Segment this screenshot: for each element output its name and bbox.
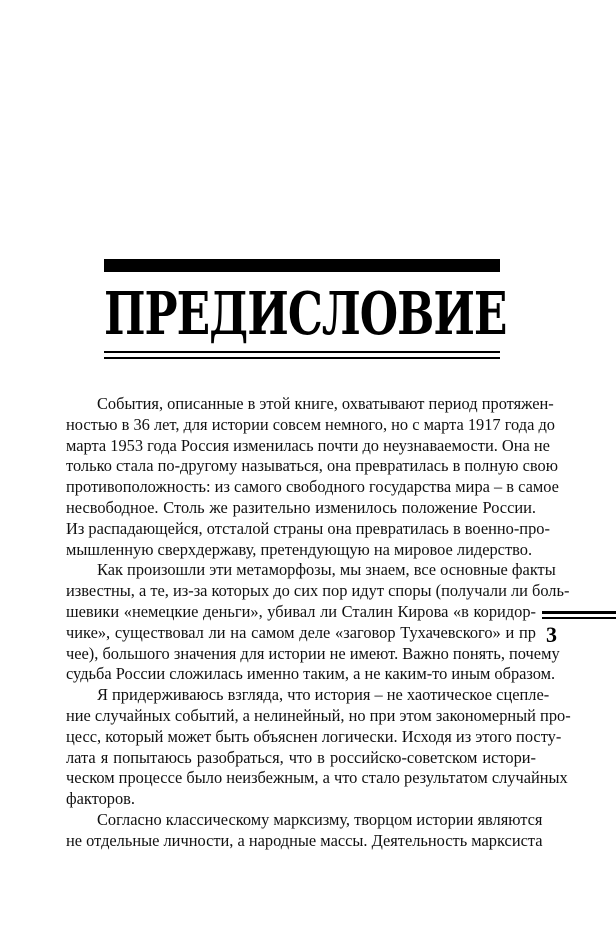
text-line: чее), большого значения для истории не имеют. Важно понять, почему <box>66 643 560 663</box>
text-line: ние случайных событий, а нелинейный, но при этом закономерный про- <box>66 705 571 725</box>
title-rule-thick <box>104 259 500 272</box>
text-line: только стала по-другому называться, она превратилась в полную свою <box>66 456 558 476</box>
text-line: чике», существовал ли на самом деле «заговор Тухачевского» и пр <box>66 622 536 642</box>
text-line: судьба России сложилась именно таким, а не каким-то иным образом. <box>66 664 556 684</box>
page-number-rule-lower <box>542 617 616 619</box>
text-line: лата я попытаюсь разобраться, что в российско-советском истори- <box>66 747 536 767</box>
paragraph <box>66 685 571 810</box>
text-line: не отдельные личности, а народные массы. Деятельность марксиста <box>66 830 543 850</box>
body-text <box>66 394 571 852</box>
text-line: мышленную сверхдержаву, претендующую на мировое лидерство. <box>66 539 533 559</box>
text-line: марта 1953 года Россия изменилась почти до неузнаваемости. Она не <box>66 435 550 455</box>
page-number-rule-upper <box>542 611 616 614</box>
text-line: известны, а те, из-за которых до сих пор идут споры (получали ли боль- <box>66 581 570 601</box>
text-line: Согласно классическому марксизму, творцом истории являются <box>97 809 543 829</box>
text-line: ческом процессе было неизбежным, а что стало результатом случайных <box>66 768 568 788</box>
text-line: Как произошли эти метаморфозы, мы знаем, все основные факты <box>97 560 556 580</box>
text-line: События, описанные в этой книге, охватывают период протяжен- <box>97 394 554 413</box>
text-line: несвободное. Столь же разительно изменилось положение России. <box>66 497 536 517</box>
paragraph <box>66 394 559 560</box>
paragraph <box>66 809 543 852</box>
paragraph <box>66 560 570 685</box>
text-line: цесс, который может быть объяснен логически. Исходя из этого посту- <box>66 726 562 746</box>
chapter-title: ПРЕДИСЛОВИЕ <box>104 279 507 349</box>
text-line: Я придерживаюсь взгляда, что история – не хаотическое сцепле- <box>97 685 550 705</box>
text-line: Из распадающейся, отсталой страны она превратилась в военно-про- <box>66 518 550 538</box>
page-number: 3 <box>546 622 557 647</box>
text-line: шевики «немецкие деньги», убивал ли Сталин Кирова «в коридор- <box>66 601 536 621</box>
text-line: ностью в 36 лет, для истории совсем немного, но с марта 1917 года до <box>66 414 555 434</box>
text-line: факторов. <box>66 789 136 809</box>
title-rule-thin-upper <box>104 351 500 353</box>
text-line: противоположность: из самого свободного государства мира – в самое <box>66 477 559 497</box>
title-rule-thin-lower <box>104 357 500 359</box>
